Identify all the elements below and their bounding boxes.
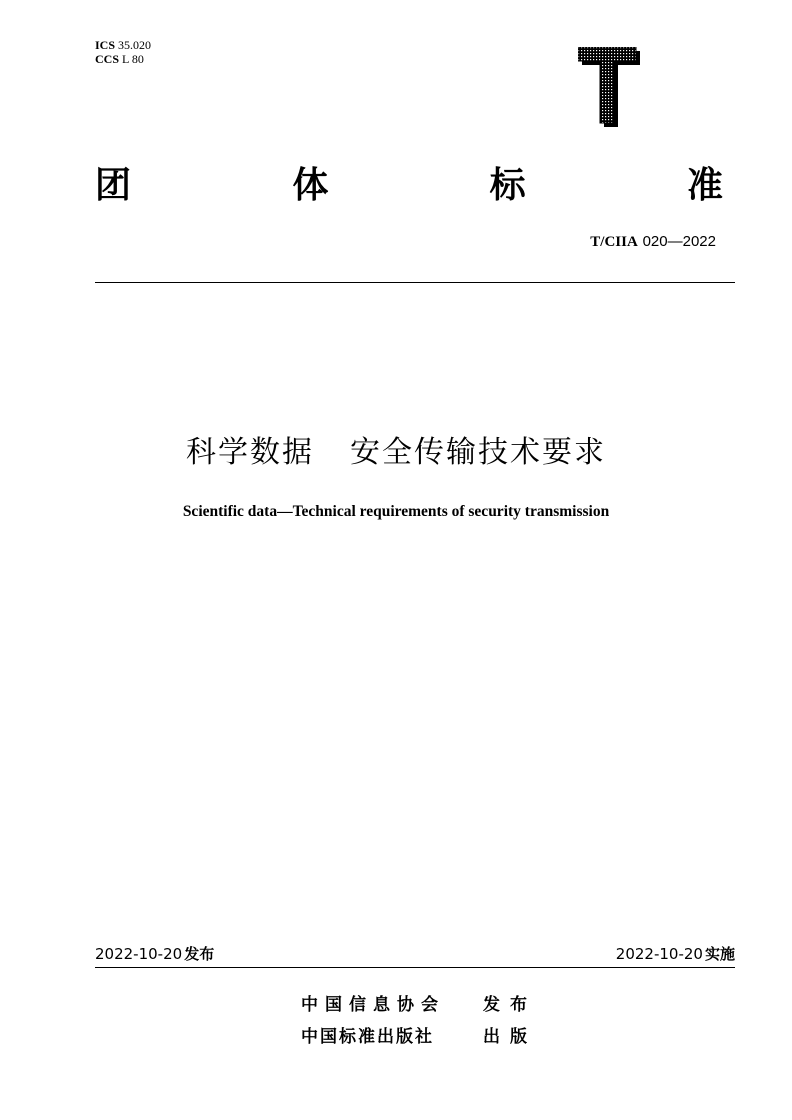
group-standard-t-logo-icon	[578, 47, 640, 127]
publisher-action: 发布	[483, 995, 537, 1015]
standard-type-char: 标	[489, 164, 526, 206]
standard-number	[590, 232, 716, 251]
ccs-label: CCS	[95, 52, 120, 66]
ccs-value: L 80	[122, 52, 144, 66]
implement-date-label: 实施	[704, 945, 735, 963]
ics-value: 35.020	[118, 38, 152, 52]
implement-date-value: 2022-10-20	[615, 945, 703, 963]
classification-codes	[95, 38, 151, 66]
ccs-line	[95, 52, 151, 66]
implement-date	[616, 943, 735, 964]
issue-date-label: 发布	[184, 945, 215, 963]
english-title: Scientific data—Technical requirements of security transmission	[182, 503, 610, 520]
standard-type-char: 体	[292, 164, 329, 206]
issue-date-value: 2022-10-20	[95, 945, 183, 963]
standard-number-prefix: T/CIIA	[590, 234, 638, 250]
ics-label: ICS	[95, 38, 116, 52]
issue-date	[95, 943, 214, 964]
standard-type-heading	[95, 158, 723, 206]
publisher-row	[301, 1022, 537, 1047]
top-divider	[95, 282, 735, 283]
chinese-title	[0, 427, 792, 471]
standard-number-value: 020—2022	[642, 233, 716, 250]
ics-line	[95, 38, 151, 52]
chinese-title-part1: 科学数据	[186, 435, 314, 470]
publisher-row	[301, 990, 537, 1015]
standard-type-char: 准	[686, 164, 723, 206]
publisher-org: 中国标准出版社	[301, 1027, 434, 1047]
bottom-divider	[95, 967, 735, 968]
standard-type-char: 团	[95, 164, 132, 206]
chinese-title-part2: 安全传输技术要求	[350, 435, 606, 470]
publisher-action: 出版	[483, 1027, 537, 1047]
publisher-org: 中国信息协会	[301, 995, 445, 1015]
